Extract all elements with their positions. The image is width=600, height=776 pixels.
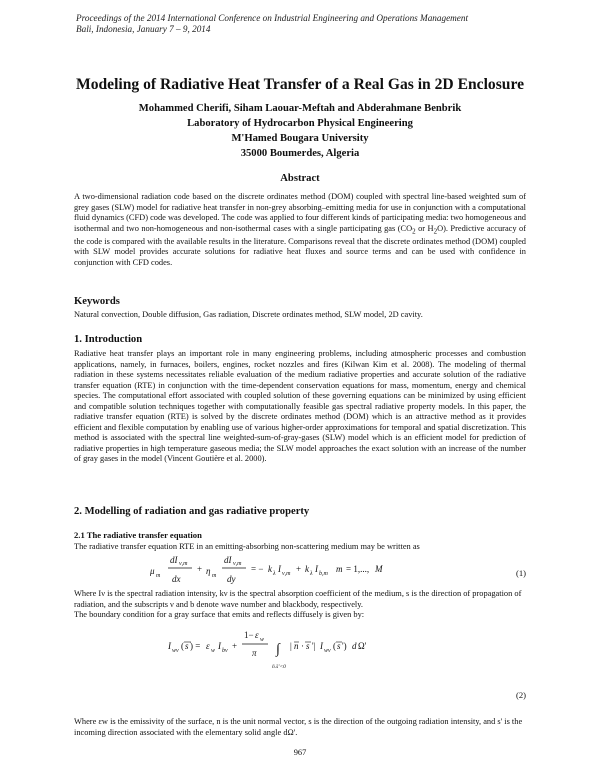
svg-text:η: η (206, 566, 211, 576)
subsection-2-1-heading: 2.1 The radiative transfer equation (74, 530, 202, 540)
keywords-text: Natural convection, Double diffusion, Gas radiation, Discrete ordinates method, SLW model, 2D cavity. (74, 310, 423, 319)
svg-text:(: ( (181, 641, 184, 651)
abstract-text (74, 192, 526, 268)
boundary-condition-intro: The boundary condition for a gray surface that emits and reflects diffusely is given by: (74, 610, 365, 619)
svg-text:n̄.s̄'<0: n̄.s̄'<0 (272, 664, 286, 670)
svg-text:μ: μ (150, 566, 155, 576)
where-2-text: Where εw is the emissivity of the surface, n is the unit normal vector, s is the direction of the outgoing radiation intensity, and s' is the incoming direction associated with the elementary solid angle dΩ'. (74, 717, 523, 737)
svg-text:(: ( (333, 641, 336, 651)
where-1-text: Where Iν is the spectral radiation intensity, kν is the spectral absorption coefficient of the medium, s is the direction of propagation of radiation, and the subscripts ν and b denote wave number and blackbody, respectively. (74, 589, 522, 609)
svg-text:) =: ) = (190, 641, 201, 651)
svg-text:= 1,...,: = 1,..., (346, 564, 370, 574)
svg-text:dI: dI (224, 555, 232, 565)
svg-text:s: s (306, 641, 310, 651)
rte-intro-text: The radiative transfer equation RTE in an emitting-absorbing non-scattering medium may be written as (74, 542, 420, 551)
svg-text:I: I (320, 641, 323, 651)
conference-header (76, 13, 468, 35)
svg-text:n: n (294, 641, 299, 651)
author-lab: Laboratory of Hydrocarbon Physical Engineering (187, 118, 413, 129)
equation-1-number: (1) (515, 568, 526, 578)
svg-text:= −: = − (251, 564, 264, 574)
section-2-heading: 2. Modelling of radiation and gas radiative property (74, 506, 310, 517)
author-names: Mohammed Cherifi, Siham Laouar-Meftah and Abderahmane Benbrik (138, 103, 462, 114)
svg-text:I: I (278, 564, 281, 574)
svg-text:k: k (305, 564, 309, 574)
svg-text:1−: 1− (244, 630, 254, 640)
svg-text:·: · (301, 641, 304, 651)
header-line-2: Bali, Indonesia, January 7 – 9, 2014 (76, 24, 211, 34)
author-city: 35000 Boumerdes, Algeria (240, 148, 360, 159)
abstract-part-2: or H (415, 223, 434, 233)
svg-text:'): ') (342, 641, 347, 651)
svg-text:λ: λ (273, 571, 276, 577)
svg-text:ε: ε (255, 630, 259, 640)
svg-text:dy: dy (227, 574, 236, 584)
introduction-text: Radiative heat transfer plays an important role in many engineering problems, including atmospheric processes and combustion applications, namely, in furnaces, boilers, engines, rocket nozzles and fires (Kilwan Kim et al. 2008). The modeling of thermal radiation in these systems necessitates reliable evaluation of the medium radiative properties and accurate solution of the radiative transfer equation (RTE) in conjunction with the time-dependent conservation equations for mass, momentum, energy and chemical species. The computational effort associated with coupled solution of these governing equations can be minimized by using efficient and compatible solution techniques together with computationally feasible gas spectral radiative property models. In this paper, the radiative transfer equation (RTE) is solved by the discrete ordinates method (DOM) which is an attractive method as it provides efficient and flexible computation by enabling use of various higher-order approximations for temporal and spatial discretization. This method is associated with the spectral line weighted-sum-of-gray-gases (SLW) model which is an efficient model for prediction of radiative properties in high temperature gaseous media; the SLW model approaches the exact solution with an increase of the number of gray gases in the model (Vincent Goutière et al. 2000). (74, 349, 526, 463)
svg-text:s: s (185, 641, 189, 651)
keywords-heading: Keywords (74, 296, 120, 307)
abstract-heading: Abstract (280, 173, 320, 184)
abstract-part-3: O). Predictive accuracy of the code is compared with the available results in the literature. Comparisons reveal that the discrete ordinates method (DOM) coupled with SLW model provides accurate solutions for radiative heat fluxes and source terms and can be used with confidence in conjunction with CFD codes. (74, 223, 526, 267)
svg-text:w: w (260, 637, 265, 643)
equation-2-number: (2) (515, 690, 526, 700)
svg-text:dI: dI (170, 555, 178, 565)
svg-text:ν,m: ν,m (233, 561, 242, 567)
author-block (0, 101, 600, 161)
svg-text:b,m: b,m (319, 571, 328, 577)
svg-text:m: m (212, 573, 217, 579)
svg-text:π: π (252, 648, 257, 658)
svg-text:I: I (315, 564, 318, 574)
svg-text:wν: wν (324, 648, 331, 654)
svg-text:+: + (197, 564, 203, 574)
svg-text:ε: ε (206, 641, 210, 651)
co2-subscript: 2 (412, 227, 416, 236)
svg-text:k: k (268, 564, 272, 574)
svg-text:ν,m: ν,m (282, 571, 291, 577)
svg-text:m: m (336, 564, 343, 574)
abstract-part-1: A two-dimensional radiation code based on the discrete ordinates method (DOM) coupled with spectral line-based weighted sum of grey gases (SLW) model for radiative heat transfer in non-grey absorbing–emitting media for use in conjunction with a computational fluid dynamics (CFD) code was developed. The code was applied to four different kinds of participating media: two homogeneous and isothermal and two non-homogeneous and non-isothermal cases with a single participating gas (CO (74, 192, 526, 233)
svg-text:d: d (352, 641, 357, 651)
svg-text:λ: λ (310, 571, 313, 577)
header-line-1: Proceedings of the 2014 International Conference on Industrial Engineering and Operations Management (76, 13, 469, 23)
paper-title: Modeling of Radiative Heat Transfer of a Real Gas in 2D Enclosure (75, 76, 524, 93)
svg-text:M: M (375, 564, 383, 574)
svg-text:m: m (156, 573, 161, 579)
author-university: M'Hamed Bougara University (231, 133, 369, 144)
svg-text:+: + (296, 564, 302, 574)
svg-text:s: s (337, 641, 341, 651)
svg-text:Ω': Ω' (358, 641, 367, 651)
svg-text:w: w (211, 648, 216, 654)
svg-text:wν: wν (172, 648, 179, 654)
h2o-subscript: 2 (433, 227, 438, 236)
svg-text:|: | (290, 641, 292, 651)
svg-text:∫: ∫ (276, 642, 280, 657)
introduction-heading: 1. Introduction (74, 334, 143, 345)
svg-text:dx: dx (172, 574, 181, 584)
svg-text:+: + (232, 641, 238, 651)
svg-text:bν: bν (222, 648, 228, 654)
page-number: 967 (293, 748, 307, 757)
svg-text:I: I (168, 641, 171, 651)
equation-2 (168, 622, 418, 676)
svg-text:ν,m: ν,m (179, 561, 188, 567)
svg-text:'|: '| (312, 641, 316, 651)
equation-1 (150, 553, 410, 589)
svg-text:I: I (218, 641, 221, 651)
